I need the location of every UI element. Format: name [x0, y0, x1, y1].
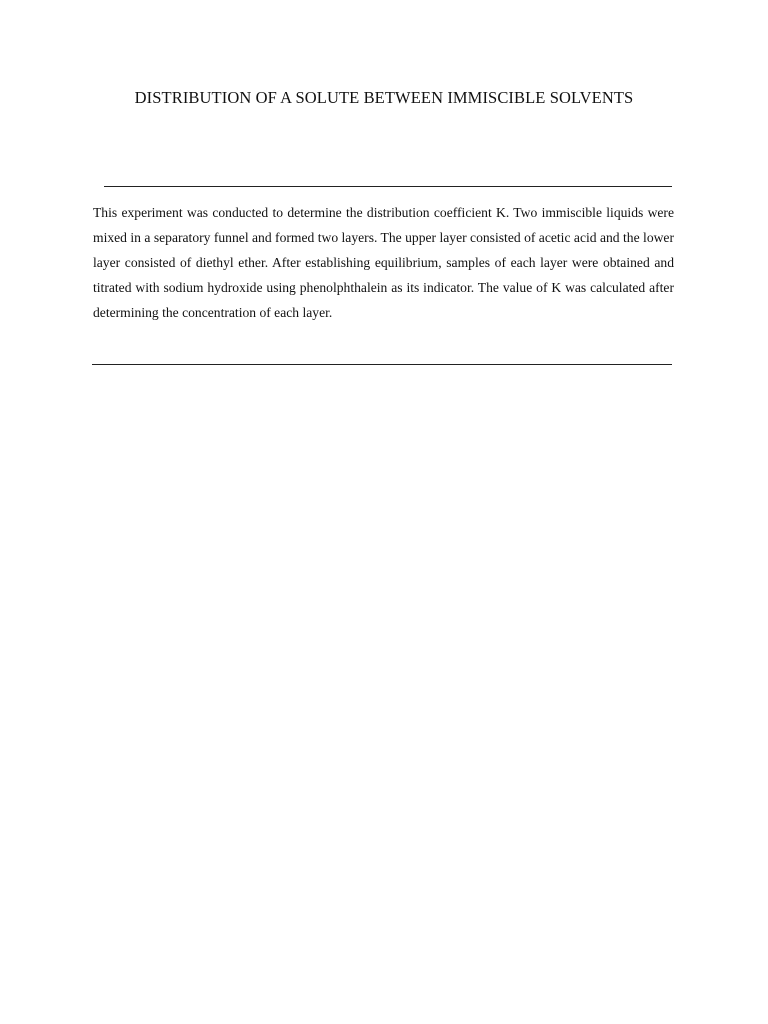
top-divider-line: [104, 186, 672, 187]
bottom-divider-line: [92, 364, 672, 365]
document-title: DISTRIBUTION OF A SOLUTE BETWEEN IMMISCIBLE SOLVENTS: [134, 88, 634, 107]
abstract-paragraph: This experiment was conducted to determine the distribution coefficient K. Two immiscible liquids were mixed in a separatory funnel and formed two layers. The upper layer consisted of acetic acid and the lower layer consisted of diethyl ether. After establishing equilibrium, samples of each layer were obtained and titrated with sodium hydroxide using phenolphthalein as its indicator. The value of K was calculated after determining the concentration of each layer.: [93, 205, 674, 320]
